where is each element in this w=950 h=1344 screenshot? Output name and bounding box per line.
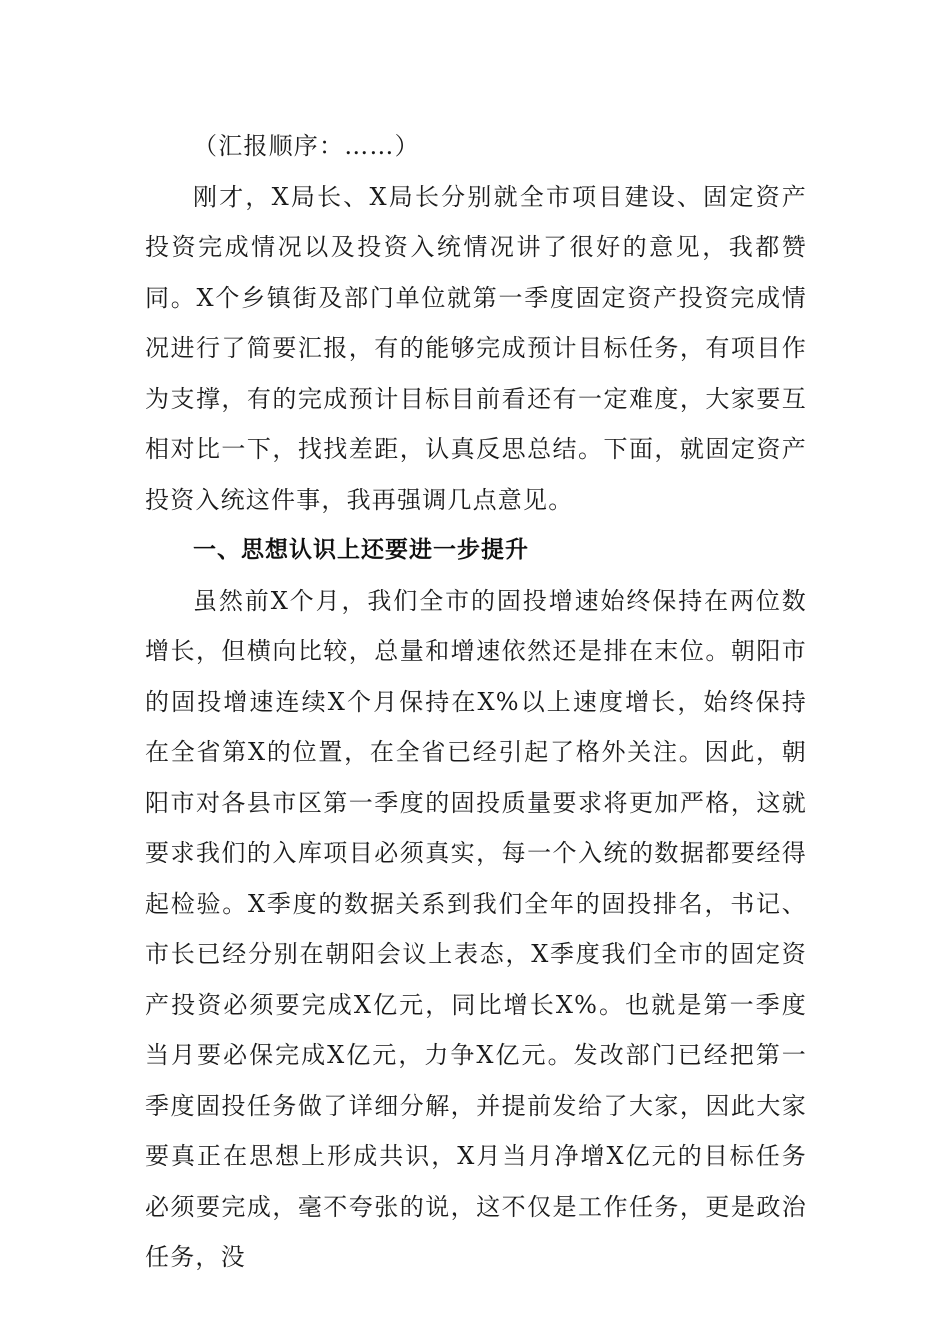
- section-1-paragraph: 虽然前X个月，我们全市的固投增速始终保持在两位数增长，但横向比较，总量和增速依然还是排在末位。朝阳市的固投增速连续X个月保持在X%以上速度增长，始终保持在全省第X的位置，在全省已经引起了格外关注。因此，朝阳市对各县市区第一季度的固投质量要求将更加严格，这就要求我们的入库项目必须真实，每一个入统的数据都要经得起检验。X季度的数据关系到我们全年的固投排名，书记、市长已经分别在朝阳会议上表态，X季度我们全市的固定资产投资必须要完成X亿元，同比增长X%。也就是第一季度当月要必保完成X亿元，力争X亿元。发改部门已经把第一季度固投任务做了详细分解，并提前发给了大家，因此大家要真正在思想上形成共识，X月当月净增X亿元的目标任务必须要完成，毫不夸张的说，这不仅是工作任务，更是政治任务，没: [145, 586, 807, 1271]
- reporting-order-note: （汇报顺序：……）: [193, 132, 420, 160]
- document-body: [145, 121, 807, 1283]
- opening-paragraph: 刚才，X局长、X局长分别就全市项目建设、固定资产投资完成情况以及投资入统情况讲了很好的意见，我都赞同。X个乡镇街及部门单位就第一季度固定资产投资完成情况进行了简要汇报，有的能够完成预计目标任务，有项目作为支撑，有的完成预计目标目前看还有一定难度，大家要互相对比一下，找找差距，认真反思总结。下面，就固定资产投资入统这件事，我再强调几点意见。: [145, 182, 807, 514]
- section-heading-1: 一、思想认识上还要进一步提升: [193, 537, 529, 563]
